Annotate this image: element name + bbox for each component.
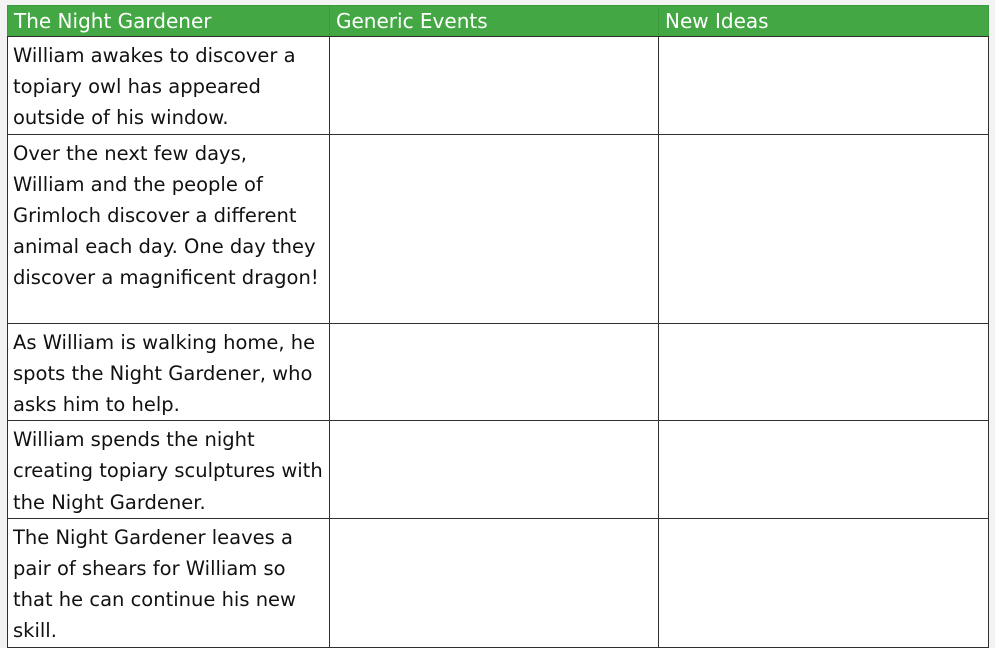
generic-events-cell[interactable] bbox=[330, 421, 659, 519]
event-text: The Night Gardener leaves a pair of shears for William so that he can continue his new skill. bbox=[13, 525, 297, 643]
generic-events-cell[interactable] bbox=[330, 134, 659, 323]
table-row bbox=[8, 323, 989, 421]
header-new-ideas: New Ideas bbox=[659, 6, 989, 37]
header-the-night-gardener: The Night Gardener bbox=[8, 6, 330, 37]
event-text: As William is walking home, he spots the Night Gardener, who asks him to help. bbox=[13, 330, 316, 417]
table-row bbox=[8, 421, 989, 519]
generic-events-cell[interactable] bbox=[330, 323, 659, 421]
story-planning-table bbox=[7, 5, 989, 648]
table-row bbox=[8, 134, 989, 323]
new-ideas-cell[interactable] bbox=[659, 37, 989, 135]
event-text: William spends the night creating topiary sculptures with the Night Gardener. bbox=[13, 428, 323, 514]
event-cell bbox=[8, 134, 330, 323]
table-row bbox=[8, 518, 989, 647]
event-cell bbox=[8, 518, 330, 647]
new-ideas-cell[interactable] bbox=[659, 323, 989, 421]
new-ideas-cell[interactable] bbox=[659, 421, 989, 519]
header-row bbox=[8, 6, 989, 37]
new-ideas-cell[interactable] bbox=[659, 518, 989, 647]
event-text: Over the next few days, William and the people of Grimloch discover a different animal each day. One day they discover a magnificent dragon! bbox=[13, 141, 319, 290]
event-cell bbox=[8, 37, 330, 135]
event-cell bbox=[8, 323, 330, 421]
header-generic-events: Generic Events bbox=[330, 6, 659, 37]
generic-events-cell[interactable] bbox=[330, 518, 659, 647]
event-text: William awakes to discover a topiary owl has appeared outside of his window. bbox=[13, 44, 296, 130]
generic-events-cell[interactable] bbox=[330, 37, 659, 135]
new-ideas-cell[interactable] bbox=[659, 134, 989, 323]
event-cell bbox=[8, 421, 330, 519]
table-row bbox=[8, 37, 989, 135]
